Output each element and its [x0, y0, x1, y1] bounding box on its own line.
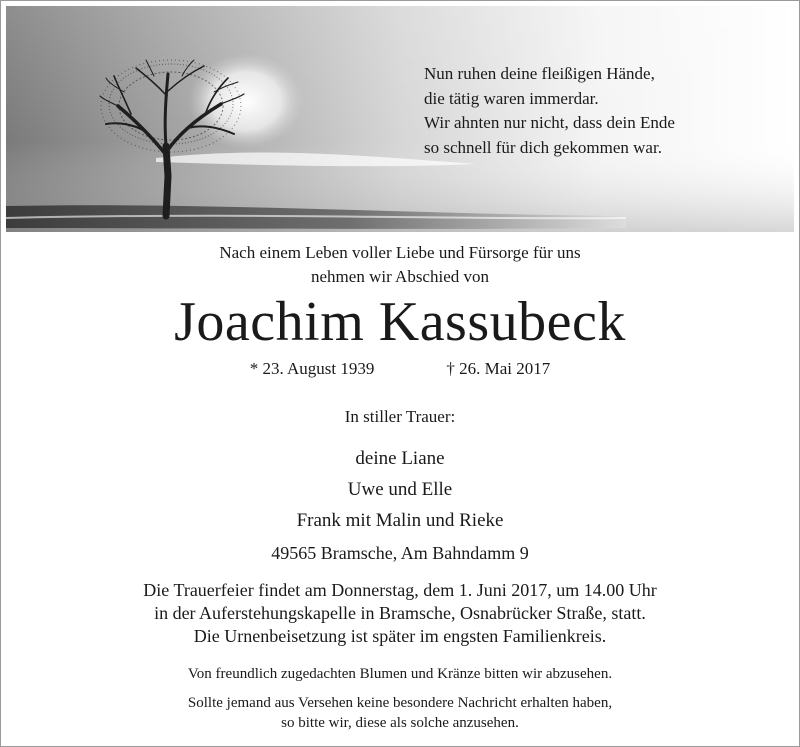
notice-line-2: so bitte wir, diese als solche anzusehen. — [281, 715, 519, 731]
notice-line-1: Sollte jemand aus Versehen keine besondere Nachricht erhalten haben, — [187, 695, 613, 711]
poem — [424, 62, 784, 160]
notice-note — [0, 693, 800, 733]
family-member: Frank mit Malin und Rieke — [296, 510, 504, 531]
poem-line: Nun ruhen deine fleißigen Hände, — [424, 64, 655, 83]
birth-date: * 23. August 1939 — [249, 359, 375, 378]
life-dates — [0, 357, 800, 381]
poem-line: die tätig waren immerdar. — [424, 88, 599, 108]
ceremony-line: Die Trauerfeier findet am Donnerstag, dem 1. Juni 2017, um 14.00 Uhr — [143, 580, 657, 600]
poem-line: so schnell für dich gekommen war. — [424, 137, 662, 157]
flowers-note: Von freundlich zugedachten Blumen und Kränze bitten wir abzusehen. — [187, 666, 613, 682]
intro-line-2: nehmen wir Abschied von — [311, 267, 489, 286]
ceremony-info — [0, 579, 800, 648]
intro-text — [0, 241, 800, 289]
mourning-heading: In stiller Trauer: — [344, 407, 456, 426]
ceremony-line: in der Auferstehungskapelle in Bramsche, Osnabrücker Straße, statt. — [154, 603, 646, 623]
poem-line: Wir ahnten nur nicht, dass dein Ende — [424, 113, 675, 132]
death-date: † 26. Mai 2017 — [446, 359, 551, 378]
family-member: deine Liane — [355, 448, 445, 469]
ceremony-line: Die Urnenbeisetzung ist später im engsten Familienkreis. — [193, 626, 607, 646]
address: 49565 Bramsche, Am Bahndamm 9 — [271, 543, 529, 563]
family-member: Uwe und Elle — [347, 479, 453, 500]
intro-line-1: Nach einem Leben voller Liebe und Fürsorge für uns — [219, 243, 581, 262]
family-list — [0, 443, 800, 536]
deceased-name: Joachim Kassubeck — [174, 291, 626, 353]
